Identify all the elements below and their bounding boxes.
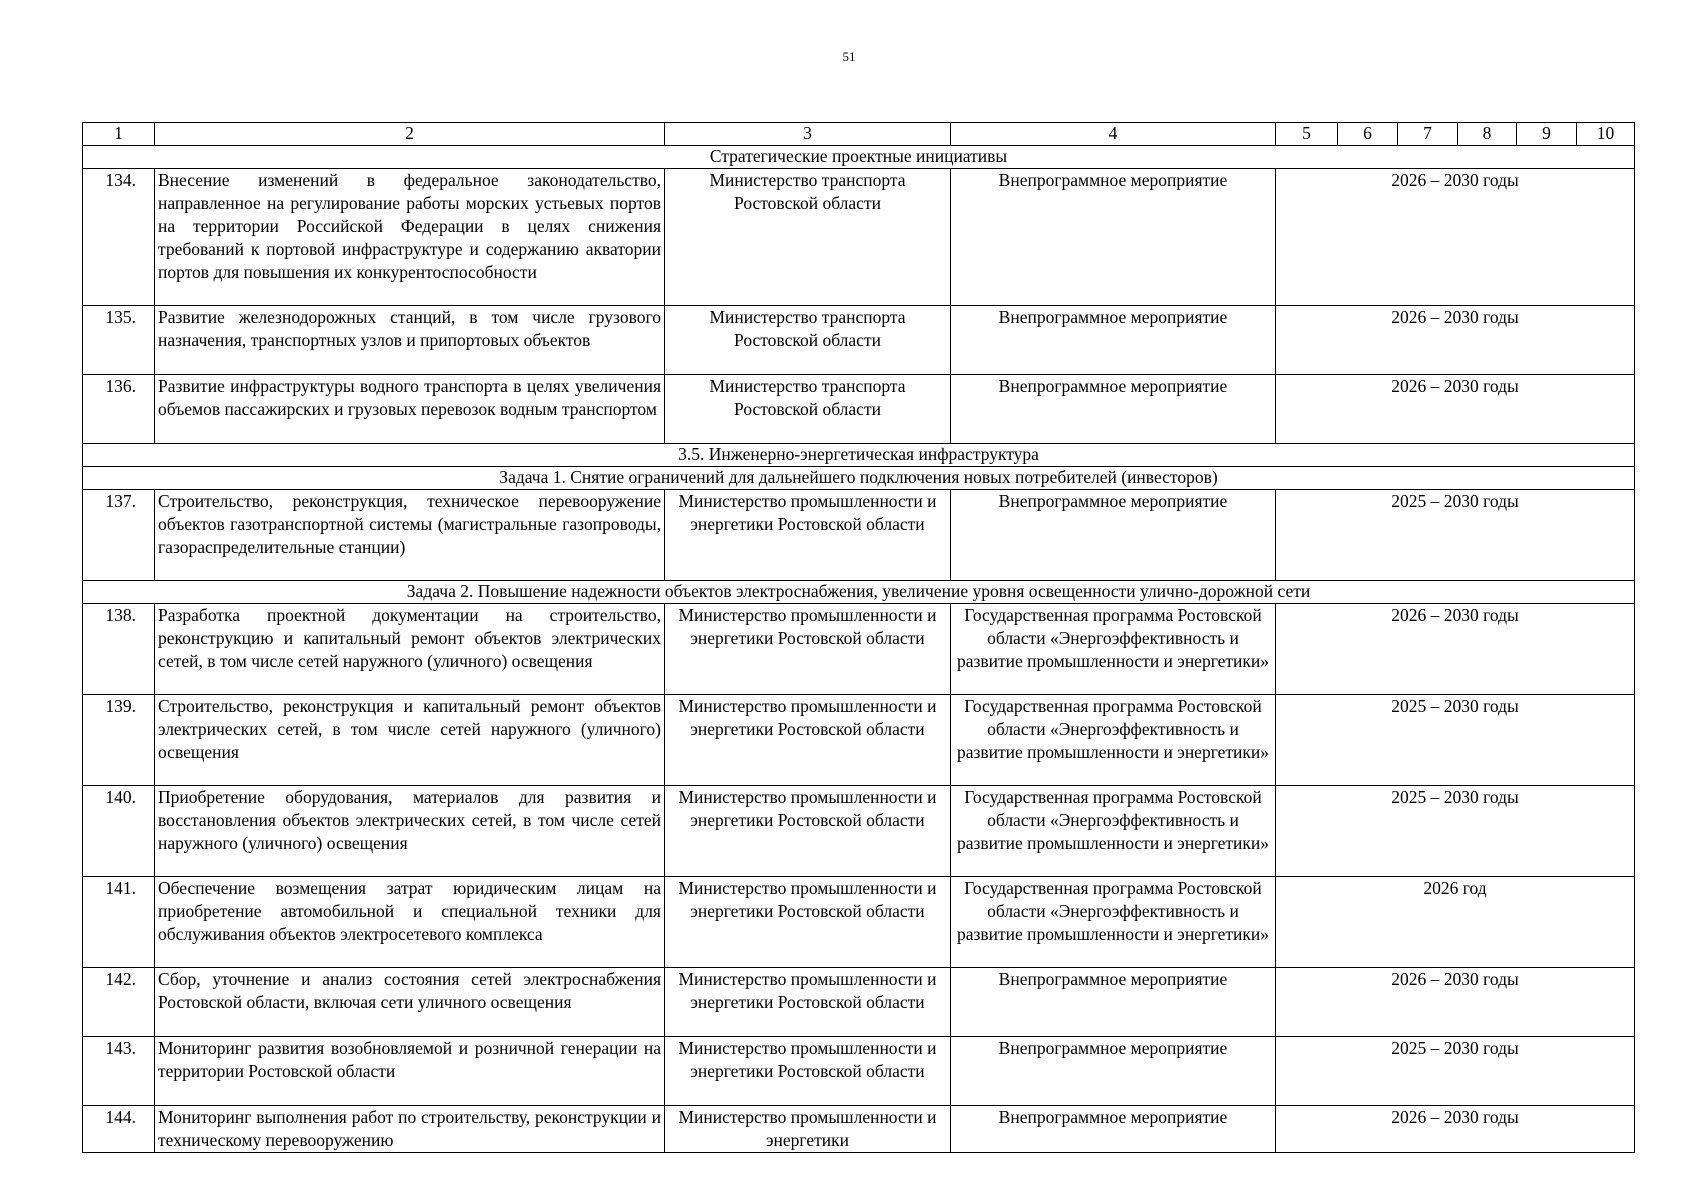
table-row bbox=[83, 1037, 1635, 1106]
table-row bbox=[83, 877, 1635, 968]
program-source: Внепрограммное мероприятие bbox=[951, 306, 1276, 375]
responsible-executor: Министерство промышленности и энергетики Ростовской области bbox=[665, 877, 951, 968]
responsible-executor: Министерство транспорта Ростовской области bbox=[665, 306, 951, 375]
program-source: Внепрограммное мероприятие bbox=[951, 169, 1276, 306]
section-heading-row bbox=[83, 444, 1635, 467]
column-header: 10 bbox=[1577, 123, 1635, 146]
responsible-executor: Министерство промышленности и энергетики Ростовской области bbox=[665, 695, 951, 786]
measure-description: Приобретение оборудования, материалов для развития и восстановления объектов электрических сетей, в том числе сетей наружного (уличного) освещения bbox=[155, 786, 665, 877]
row-number: 142. bbox=[83, 968, 155, 1037]
implementation-period: 2026 – 2030 годы bbox=[1276, 306, 1635, 375]
column-number-row bbox=[83, 123, 1635, 146]
section-heading-row bbox=[83, 467, 1635, 490]
row-number: 143. bbox=[83, 1037, 155, 1106]
column-header: 2 bbox=[155, 123, 665, 146]
row-number: 138. bbox=[83, 604, 155, 695]
responsible-executor: Министерство промышленности и энергетики Ростовской области bbox=[665, 968, 951, 1037]
program-source: Государственная программа Ростовской области «Энергоэффективность и развитие промышленности и энергетики» bbox=[951, 695, 1276, 786]
page-number: 51 bbox=[842, 49, 856, 64]
implementation-period: 2026 – 2030 годы bbox=[1276, 169, 1635, 306]
responsible-executor: Министерство транспорта Ростовской области bbox=[665, 169, 951, 306]
implementation-period: 2025 – 2030 годы bbox=[1276, 490, 1635, 581]
implementation-period: 2026 год bbox=[1276, 877, 1635, 968]
table-row bbox=[83, 604, 1635, 695]
implementation-period: 2026 – 2030 годы bbox=[1276, 604, 1635, 695]
row-number: 134. bbox=[83, 169, 155, 306]
section-heading-row bbox=[83, 581, 1635, 604]
responsible-executor: Министерство промышленности и энергетики Ростовской области bbox=[665, 1037, 951, 1106]
program-source: Внепрограммное мероприятие bbox=[951, 1106, 1276, 1153]
implementation-period: 2026 – 2030 годы bbox=[1276, 968, 1635, 1037]
table-row bbox=[83, 695, 1635, 786]
column-header: 8 bbox=[1458, 123, 1517, 146]
program-source: Государственная программа Ростовской области «Энергоэффективность и развитие промышленности и энергетики» bbox=[951, 877, 1276, 968]
table-row bbox=[83, 1106, 1635, 1153]
implementation-period: 2025 – 2030 годы bbox=[1276, 695, 1635, 786]
responsible-executor: Министерство промышленности и энергетики bbox=[665, 1106, 951, 1153]
measure-description: Сбор, уточнение и анализ состояния сетей электроснабжения Ростовской области, включая сети уличного освещения bbox=[155, 968, 665, 1037]
measure-description: Мониторинг развития возобновляемой и розничной генерации на территории Ростовской области bbox=[155, 1037, 665, 1106]
responsible-executor: Министерство промышленности и энергетики Ростовской области bbox=[665, 604, 951, 695]
measure-description: Внесение изменений в федеральное законодательство, направленное на регулирование работы морских устьевых портов на территории Российской Федерации в целях снижения требований к портовой инфраструктуре и содержанию акватории портов для повышения их конкурентоспособности bbox=[155, 169, 665, 306]
row-number: 136. bbox=[83, 375, 155, 444]
responsible-executor: Министерство промышленности и энергетики Ростовской области bbox=[665, 786, 951, 877]
section-heading: Задача 1. Снятие ограничений для дальнейшего подключения новых потребителей (инвесторов) bbox=[83, 467, 1635, 490]
column-header: 5 bbox=[1276, 123, 1338, 146]
implementation-period: 2026 – 2030 годы bbox=[1276, 375, 1635, 444]
measure-description: Обеспечение возмещения затрат юридическим лицам на приобретение автомобильной и специальной техники для обслуживания объектов электросетевого комплекса bbox=[155, 877, 665, 968]
row-number: 137. bbox=[83, 490, 155, 581]
column-header: 7 bbox=[1398, 123, 1458, 146]
row-number: 140. bbox=[83, 786, 155, 877]
responsible-executor: Министерство транспорта Ростовской области bbox=[665, 375, 951, 444]
measure-description: Развитие инфраструктуры водного транспорта в целях увеличения объемов пассажирских и грузовых перевозок водным транспортом bbox=[155, 375, 665, 444]
column-header: 1 bbox=[83, 123, 155, 146]
implementation-period: 2026 – 2030 годы bbox=[1276, 1106, 1635, 1153]
program-source: Внепрограммное мероприятие bbox=[951, 490, 1276, 581]
table-body bbox=[83, 123, 1635, 1153]
measure-description: Строительство, реконструкция и капитальный ремонт объектов электрических сетей, в том числе сетей наружного (уличного) освещения bbox=[155, 695, 665, 786]
row-number: 144. bbox=[83, 1106, 155, 1153]
measure-description: Разработка проектной документации на строительство, реконструкцию и капитальный ремонт объектов электрических сетей, в том числе сетей наружного (уличного) освещения bbox=[155, 604, 665, 695]
table-row bbox=[83, 968, 1635, 1037]
implementation-period: 2025 – 2030 годы bbox=[1276, 1037, 1635, 1106]
measures-table bbox=[82, 122, 1635, 1153]
implementation-period: 2025 – 2030 годы bbox=[1276, 786, 1635, 877]
table-row bbox=[83, 786, 1635, 877]
program-source: Внепрограммное мероприятие bbox=[951, 968, 1276, 1037]
column-header: 4 bbox=[951, 123, 1276, 146]
column-header: 3 bbox=[665, 123, 951, 146]
table-row bbox=[83, 375, 1635, 444]
section-heading: Стратегические проектные инициативы bbox=[83, 146, 1635, 169]
column-header: 6 bbox=[1338, 123, 1398, 146]
section-heading: Задача 2. Повышение надежности объектов электроснабжения, увеличение уровня освещенности улично-дорожной сети bbox=[83, 581, 1635, 604]
program-source: Внепрограммное мероприятие bbox=[951, 375, 1276, 444]
program-source: Государственная программа Ростовской области «Энергоэффективность и развитие промышленности и энергетики» bbox=[951, 604, 1276, 695]
table-row bbox=[83, 490, 1635, 581]
measure-description: Мониторинг выполнения работ по строительству, реконструкции и техническому перевооружению bbox=[155, 1106, 665, 1153]
row-number: 141. bbox=[83, 877, 155, 968]
column-header: 9 bbox=[1517, 123, 1577, 146]
row-number: 135. bbox=[83, 306, 155, 375]
measure-description: Строительство, реконструкция, техническое перевооружение объектов газотранспортной системы (магистральные газопроводы, газораспределительные станции) bbox=[155, 490, 665, 581]
program-source: Государственная программа Ростовской области «Энергоэффективность и развитие промышленности и энергетики» bbox=[951, 786, 1276, 877]
table-row bbox=[83, 169, 1635, 306]
measure-description: Развитие железнодорожных станций, в том числе грузового назначения, транспортных узлов и припортовых объектов bbox=[155, 306, 665, 375]
program-source: Внепрограммное мероприятие bbox=[951, 1037, 1276, 1106]
table-row bbox=[83, 306, 1635, 375]
section-heading-row bbox=[83, 146, 1635, 169]
section-heading: 3.5. Инженерно-энергетическая инфраструктура bbox=[83, 444, 1635, 467]
row-number: 139. bbox=[83, 695, 155, 786]
responsible-executor: Министерство промышленности и энергетики Ростовской области bbox=[665, 490, 951, 581]
